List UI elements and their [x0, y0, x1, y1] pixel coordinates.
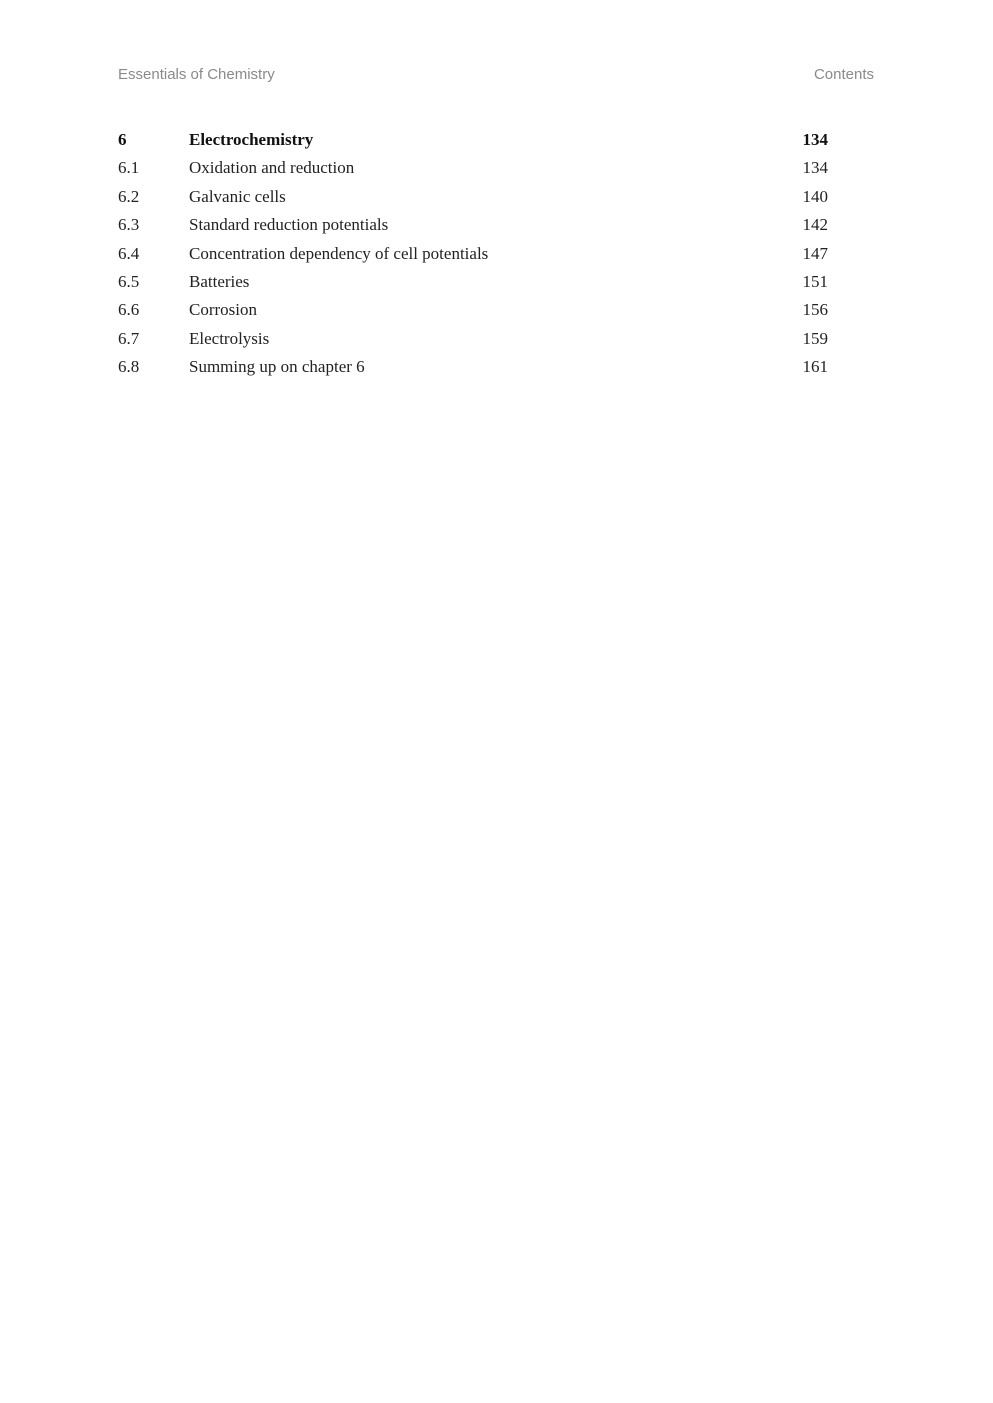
toc-number: 6.8 — [118, 357, 140, 377]
running-head-book-title: Essentials of Chemistry — [118, 66, 275, 83]
toc-number: 6.1 — [118, 158, 140, 178]
toc-number: 6.4 — [118, 243, 140, 263]
toc-page-number: 147 — [802, 243, 828, 263]
toc-page-number: 140 — [802, 186, 828, 206]
toc-number: 6.3 — [118, 215, 140, 235]
toc-title: Batteries — [189, 271, 250, 291]
toc-chapter-row[interactable] — [118, 126, 828, 154]
toc-entry-row[interactable] — [118, 268, 828, 296]
toc-title: Electrolysis — [189, 328, 270, 348]
toc-number: 6.5 — [118, 271, 140, 291]
toc-page-number: 134 — [802, 158, 828, 178]
toc-number: 6 — [118, 130, 127, 149]
toc-entry-row[interactable] — [118, 183, 828, 211]
toc-number: 6.6 — [118, 300, 140, 320]
running-head-section: Contents — [813, 66, 874, 83]
toc-number: 6.2 — [118, 186, 140, 206]
page-header — [118, 66, 874, 90]
toc-entry-row[interactable] — [118, 211, 828, 239]
toc-entry-row[interactable] — [118, 154, 828, 182]
toc-page-number: 156 — [802, 300, 828, 320]
toc-page-number: 159 — [802, 328, 828, 348]
toc-title: Corrosion — [189, 300, 257, 320]
toc-page-number: 161 — [802, 357, 828, 377]
toc-title: Oxidation and reduction — [189, 158, 355, 178]
table-of-contents — [118, 126, 828, 382]
toc-page-number: 142 — [802, 215, 828, 235]
toc-title: Standard reduction potentials — [189, 215, 389, 235]
toc-page-number: 151 — [802, 271, 828, 291]
toc-number: 6.7 — [118, 328, 140, 348]
toc-entry-row[interactable] — [118, 240, 828, 268]
toc-entry-row[interactable] — [118, 296, 828, 324]
toc-entry-row[interactable] — [118, 325, 828, 353]
toc-title: Electrochemistry — [189, 130, 314, 149]
toc-entry-row[interactable] — [118, 353, 828, 381]
toc-title: Summing up on chapter 6 — [189, 357, 365, 377]
toc-title: Concentration dependency of cell potentials — [189, 243, 489, 263]
toc-page-number: 134 — [802, 130, 828, 149]
toc-title: Galvanic cells — [189, 186, 286, 206]
